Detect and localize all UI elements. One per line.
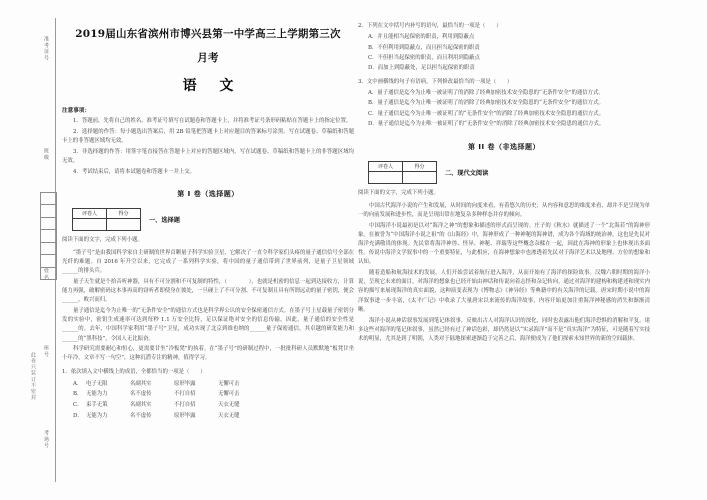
subject-title: 语 文 bbox=[182, 78, 243, 94]
question-1-option-a[interactable] bbox=[73, 379, 354, 390]
score-table-score-header: 得分 bbox=[403, 161, 437, 171]
margin-label-name: 姓名 bbox=[43, 268, 49, 281]
option-cell: 名不虚传 bbox=[130, 412, 152, 419]
passage-paragraph: 中国海洋小说最初是以对“海洋之神”的想象和描述的形式而呈现的。庄子的《秋水》就描述了一个“北海若”的海神形象。在被誉为“中国海洋小说之祖”的《山海经》中，海神形成了一种神秘的海神谱，成为各个海域的统治神，这也是先民对海洋充满敬畏的体现。先民常将海洋神兽、怪异、神秘、祥瑞等这些概念杂糅在一起，因此在海神的形象上也体现出多面性。传说中海洋文学叙事中的一个重要特征，与此相应，在海神想象中也渗透着先民对于海洋艺术以及地理、方位的想象和认知。 bbox=[358, 222, 650, 266]
column-left bbox=[62, 18, 354, 486]
question-2: 2．下列在文中括号内补写的语句，最恰当的一项是（ ） bbox=[358, 23, 502, 29]
page-title-line1: 2019届山东省滨州市博兴县第一中学高三上学期第三次 bbox=[75, 28, 341, 40]
option-label: D． bbox=[73, 412, 83, 419]
option-cell: 不打自招 bbox=[174, 402, 196, 409]
option-label: C． bbox=[73, 402, 83, 409]
part-2-score-row bbox=[368, 161, 650, 184]
seat-box bbox=[41, 193, 56, 205]
notice-item: 3．非选择题的作答：用签字笔直接答在答题卡上对应的答题区域内。写在试题卷、草稿纸和答题卡上的非答题区域均无效。 bbox=[62, 148, 354, 164]
notice-item: 2．选择题的作答：每小题选出答案后，用 2B 铅笔把答题卡上对应题目的答案标号涂黑。写在试题卷、草稿纸和答题卡上的非答题区域均无效。 bbox=[62, 128, 354, 144]
margin-label-room: 考场号 bbox=[43, 430, 49, 450]
option-cell: 无懈可击 bbox=[218, 391, 240, 398]
question-1-option-b[interactable] bbox=[73, 389, 354, 400]
option-cell: 原形毕露 bbox=[174, 380, 196, 387]
binding-margin bbox=[0, 0, 56, 500]
score-table-score-header: 得分 bbox=[107, 208, 141, 218]
part-1-score-row bbox=[72, 208, 354, 231]
question-2-option-b[interactable]: B．不但利用到隐蔽点，而且担当起保密的职责 bbox=[368, 44, 480, 51]
option-cell: 名副其实 bbox=[130, 380, 152, 387]
question-1: 1．依次填入文中横线上的成语，全都恰当的一项是（ ） bbox=[62, 368, 206, 375]
score-table bbox=[72, 208, 141, 231]
page-title-line2: 月考 bbox=[197, 52, 219, 64]
question-3-option-b[interactable]: B．量子通信是迄今为止唯一被证明了的消除了经典加密技术安全隐患的“无条件安全”的通信方式。 bbox=[368, 100, 604, 107]
margin-seal-warning: 此卷只装订不密封 bbox=[30, 352, 36, 401]
score-table-score-cell[interactable] bbox=[107, 218, 141, 230]
part-2-banner: 第 II 卷（非选择题） bbox=[467, 142, 541, 151]
question-2-option-a[interactable]: A．并且能相当起保密的职责，利用到隐蔽点 bbox=[368, 34, 475, 41]
part-1-banner: 第 I 卷（选择题） bbox=[177, 189, 239, 198]
score-table-score-cell[interactable] bbox=[403, 171, 437, 183]
part-1-lead: 阅读下面的文字，完成下列小题。 bbox=[62, 236, 143, 243]
option-cell: 无能为力 bbox=[86, 412, 108, 419]
part-1-section-title: 一、选择题 bbox=[149, 216, 180, 224]
option-cell: 名副其实 bbox=[130, 402, 152, 409]
score-table-grader-header: 评卷人 bbox=[73, 208, 107, 218]
score-table-grader-cell[interactable] bbox=[73, 218, 107, 230]
margin-label-class: 班级 bbox=[43, 148, 49, 161]
option-cell: 原形毕露 bbox=[174, 412, 196, 419]
part-2-section-title: 二、现代文阅读 bbox=[445, 169, 489, 177]
option-cell: 天衣无缝 bbox=[218, 412, 240, 419]
question-3-option-c[interactable]: C．量子通信是迄今为止唯一被证明了的“无条件安全”的消除了经典加密技术安全隐患的通信方式。 bbox=[368, 110, 605, 117]
passage-paragraph: 量子天生就是个拾音听神器，具有不可分割和不可复制的特性，（ ），也就是机密的信息一起到达接收方，计算能力再强，破解密码这本事再高的窃听者即使身在彼处，一旦碰上了不可分割、不可复制且具有所谓远动的量子密钥，便会______，败兴而归。 bbox=[62, 278, 354, 304]
notice-item: 1．答题前，先将自己的姓名、准考证号填写在试题卷和答题卡上，并将准考证号条形码粘贴在答题卡上的指定位置。 bbox=[73, 118, 352, 124]
margin-label-exam-number: 准考证号 bbox=[43, 36, 49, 62]
option-cell: 无懈可击 bbox=[218, 380, 240, 387]
option-cell: 不打自招 bbox=[174, 391, 196, 398]
question-1-option-d[interactable] bbox=[73, 411, 354, 422]
seat-box bbox=[41, 218, 56, 230]
passage-paragraph: “墨子号”是由我国科学家自主研制的世界首颗量子科学实验卫星，它解决了一直令科学家们头疼的量子通信信号全部在光纤的难题。自 2016 年升空以来，它完成了一系列科学实验，将中国的量子通信带到了世界前列，是量子卫星领域______的排头兵。 bbox=[62, 249, 354, 275]
seat-box bbox=[41, 243, 56, 255]
question-2-option-d[interactable]: D．而加上到隐蔽处，足以担当起保密的职责 bbox=[368, 65, 475, 72]
margin-label-seat: 座号 bbox=[43, 345, 49, 358]
score-table-grader-cell[interactable] bbox=[369, 171, 403, 183]
option-cell: 无能为力 bbox=[86, 391, 108, 398]
option-cell: 电子无限 bbox=[86, 380, 108, 387]
passage-paragraph: 随着造船和航海技术的发展，人们开始尝试着航行进入海洋，从而开始有了海洋的探险故事。汉魏六朝时期的海洋小说，呈现它未来的面目，对海洋的想象也已经开始由神话和传说向着志怪和杂记转向，通过对海洋的建构和构建述和现实内容的描写来展现海洋的真实面貌，这种演变表现为《博物志》《神异经》等典籍中的有关海洋的记载。唐宋时期小说中的海洋叙事进一步丰富，《太平广记》中收录了大量唐宋以来流传的海洋故事，内容开始更加注重海洋神秘感的消失和渐渐清晰。 bbox=[358, 270, 650, 313]
question-3-option-a[interactable]: A．量子通信是迄今为止唯一被证明了的消除了经典加密技术安全隐患的“无条件安全”的通信方式。 bbox=[368, 90, 604, 97]
passage-paragraph: 量子通信是迄今为止唯一的“无条件安全”的通信方式也是科学界公认的安全保密通信方式。在墨子号上星载量子密钥分发的实验中，密钥生成速率可达到每秒 1.1 万安全比特，足以保证绝对安全的信息传输，因此，量子通信的安全性是______的。去年，中国科学家利用“墨子号”卫星，成功实现了北京到维也纳的______量子保密通信。其卓越的研发能力和______的“黑科技”，令国人无比振奋。 bbox=[62, 307, 354, 342]
option-label: A． bbox=[73, 380, 83, 387]
column-right bbox=[358, 18, 650, 486]
seat-box bbox=[41, 230, 56, 242]
score-table bbox=[368, 161, 437, 184]
part-2-lead: 阅读下面的文字，完成下列小题。 bbox=[358, 189, 439, 196]
notice-item: 4．考试结束后，请将本试题卷和答题卡一并上交。 bbox=[73, 168, 196, 175]
question-2-option-c[interactable]: C．不但担当起保密的职责，而且利用到隐蔽点 bbox=[368, 55, 480, 62]
question-1-option-c[interactable] bbox=[73, 400, 354, 411]
seat-number-boxes bbox=[40, 192, 57, 280]
seat-box bbox=[41, 205, 56, 217]
option-cell: 束手无策 bbox=[86, 402, 108, 409]
option-cell: 天衣无缝 bbox=[218, 402, 240, 409]
option-label: B． bbox=[73, 391, 83, 398]
passage-paragraph: 科学研究需要耐心和恒心，更需要甘坐“冷板凳”的执着。在“墨子号”的研制过程中，一批批科研人员默默地“板凳甘坐十年冷，文章不写一句空”，这种沉潜专注的精神，值得学习。 bbox=[62, 346, 354, 362]
notice-heading: 注意事项： bbox=[62, 108, 90, 114]
passage-paragraph: 中国古代海洋小说的产生和发展，从时间的向度来看，有着悠久的历史；从内容和意思的维度来看，却并不是呈现为单一的向前发展和进步性，而是呈现出常在地复杂多种样态并存的倾向。 bbox=[358, 202, 650, 218]
score-table-grader-header: 评卷人 bbox=[369, 161, 403, 171]
question-3: 3．文中画横线的句子有语病，下列修改最恰当的一项是（ ） bbox=[358, 78, 513, 85]
passage-paragraph: 海洋小说从神话叙事发展到笔记体叙事，反映出古人对海洋认识的深化，同时也表露出他们海洋恐惧的消解和平复。诸多这些对海洋的笔记体叙事，虽然已经有过了神话色彩，却仍然是以“实录海洋”而不是“真实海洋”为特征，可是随着写实技术的明显，尤其是到了明朝，人类对于陆地探索逐渐趋于完善之后，海洋便成为了他们探索未知世界的新的空间载体。 bbox=[358, 317, 650, 342]
seat-box bbox=[41, 255, 56, 267]
option-cell: 名不虚传 bbox=[130, 391, 152, 398]
question-3-option-d[interactable]: D．量子通信是迄今为止唯一被证明了的“无条件安全”的消除了经典加密技术安全隐患的通信方式。 bbox=[368, 121, 605, 128]
